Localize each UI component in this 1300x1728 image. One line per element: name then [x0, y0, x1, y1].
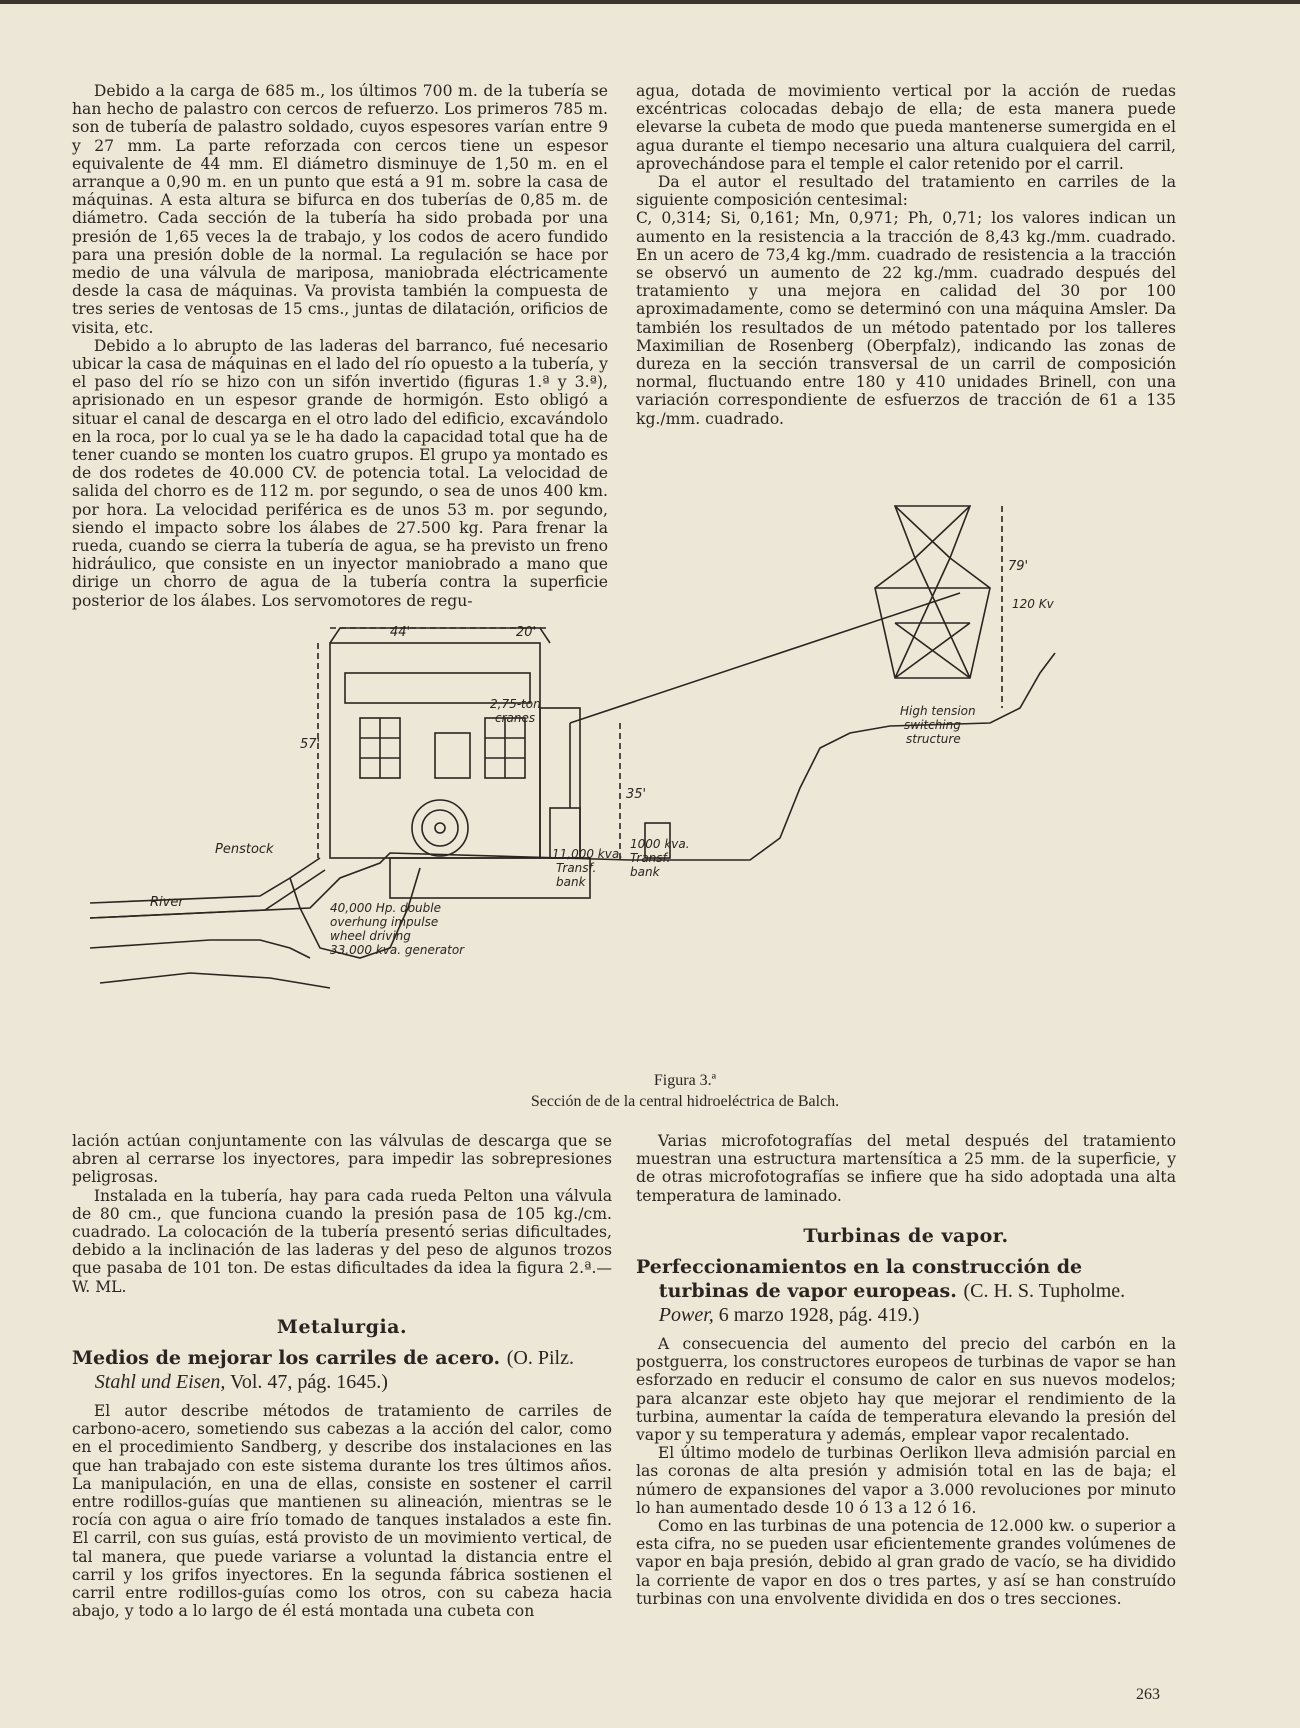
label-voltage: 120 Kv	[1012, 597, 1054, 611]
power-station-section-drawing	[90, 478, 1180, 1060]
label-dim-79: 79'	[1008, 559, 1029, 574]
figure-3-diagram	[90, 478, 1180, 1060]
paragraph: Como en las turbinas de una potencia de 12.000 kw. o superior a esta cifra, no se pueden usar eficientemente grandes volúmenes de vapor en baja presión, debido al gran grado de vacío, se ha dividido la corriente de vapor en dos o tres partes, y así se han construído turbinas con una envolvente dividida en dos o tres secciones.	[636, 1517, 1176, 1608]
text-column-top-right	[636, 82, 1176, 428]
label-hts-3: structure	[906, 732, 961, 746]
top-border	[0, 0, 1300, 4]
label-river: River	[150, 895, 184, 910]
label-generator-4: 33,000 kva. generator	[330, 943, 465, 957]
text-column-bottom-right	[636, 1132, 1176, 1608]
window-2	[435, 733, 470, 778]
pelton-wheel	[412, 800, 468, 856]
annex-building	[540, 708, 580, 858]
paragraph: Debido a la carga de 685 m., los últimos 700 m. de la tubería se han hecho de palastro con cercos de refuerzo. Los primeros 785 m. son de tubería de palastro soldado, cuyos espesores varían entre 9 y 27 mm. La parte reforzada con cercos tiene un espesor equivalente de 44 mm. El diámetro disminuye de 1,50 m. en el arranque a 0,90 m. en un punto que está a 91 m. sobre la casa de máquinas. A esta altura se bifurca en dos tuberías de 0,85 m. de diámetro. Cada sección de la tubería ha sido probada por una presión de 1,65 veces la de trabajo, y los codos de acero fundido para una presión doble de la normal. La regulación se hace por medio de una válvula de mariposa, maniobrada eléctricamente desde la casa de máquinas. Va provista también la compuesta de tres series de ventosas de 15 cms., juntas de dilatación, orificios de visita, etc.	[72, 82, 608, 337]
paragraph: Instalada en la tubería, hay para cada rueda Pelton una válvula de 80 cm., que funciona cuando la presión pasa de 105 kg./cm. cuadrado. La colocación de la tubería presentó serias dificultades, debido a la inclinación de las laderas y del peso de algunos trozos que pasaba de 101 ton. De estas dificultades da idea la figura 2.ª.—W. ML.	[72, 1186, 612, 1296]
paragraph: C, 0,314; Si, 0,161; Mn, 0,971; Ph, 0,71; los valores indican un aumento en la resistencia a la tracción de 8,43 kg./mm. cuadrado. En un acero de 73,4 kg./mm. cuadrado de resistencia a la tracción se observó un aumento de 22 kg./mm. cuadrado después del tratamiento y una mejora en calidad del 30 por 100 aproximadamente, como se determinó con una máquina Amsler. Da también los resultados de un método patentado por los talleres Maximilian de Rosenberg (Oberpfalz), indicando las zonas de dureza en la sección transversal de un carril de composición normal, fluctuando entre 180 y 410 unidades Brinell, con una variación correspondiente de esfuerzos de tracción de 61 a 135 kg./mm. cuadrado.	[636, 209, 1176, 428]
article-author: (O. Pilz.	[506, 1347, 574, 1370]
label-hts-2: switching	[904, 718, 961, 732]
article-reference: 6 marzo 1928, pág. 419.)	[718, 1304, 920, 1327]
label-generator-3: wheel driving	[330, 929, 411, 943]
article-heading	[636, 1255, 1176, 1327]
article-reference: Vol. 47, pág. 1645.)	[229, 1371, 388, 1394]
label-dim-20: 20'	[516, 625, 537, 640]
paragraph: agua, dotada de movimiento vertical por la acción de ruedas excéntricas colocadas debajo de ella; de esta manera puede elevarse la cubeta de modo que pueda mantenerse sumergida en el agua durante el tiempo necesario una altura cualquiera del carril, aprovechándose para el temple el calor retenido por el carril.	[636, 82, 1176, 173]
label-cranes-1: 2,75-ton	[490, 697, 541, 711]
figure-title: Sección de de la central hidroeléctrica de Balch.	[530, 1093, 840, 1110]
figure-caption	[380, 1070, 990, 1112]
article-heading	[72, 1346, 612, 1394]
label-dim-35: 35'	[626, 787, 647, 802]
label-hts-1: High tension	[900, 704, 976, 718]
label-transformer-2-a: 1000 kva.	[630, 837, 690, 851]
label-generator-1: 40,000 Hp. double	[330, 901, 441, 915]
transmission-tower	[875, 506, 990, 678]
section-heading-turbinas: Turbinas de vapor.	[803, 1224, 1009, 1247]
paragraph: Da el autor el resultado del tratamiento en carriles de la siguiente composición centesimal:	[636, 173, 1176, 210]
figure-number: Figura 3.ª	[653, 1072, 717, 1089]
label-generator-2: overhung impulse	[330, 915, 439, 929]
section-heading-metalurgia: Metalurgia.	[276, 1315, 408, 1338]
label-cranes-2: cranes	[495, 711, 536, 725]
label-penstock: Penstock	[215, 842, 274, 857]
label-dim-57: 57'	[300, 737, 321, 752]
article-title: Perfeccionamientos en la construcción de turbinas de vapor europeas.	[636, 1256, 1083, 1303]
river-bed	[100, 973, 330, 988]
page-number: 263	[1136, 1686, 1160, 1703]
label-transformer-2-c: bank	[630, 865, 660, 879]
paragraph: A consecuencia del aumento del precio del carbón en la postguerra, los constructores europeos de turbinas de vapor se han esforzado en reducir el consumo de calor en sus nuevos modelos; para alcanzar este objeto hay que mejorar el rendimiento de la turbina, aumentar la caída de temperatura elevando la presión del vapor y su temperatura y además, emplear vapor recalentado.	[636, 1335, 1176, 1445]
river-bank	[90, 940, 310, 958]
label-transformer-1-a: 11,000 kva.	[552, 847, 624, 861]
article-title: Medios de mejorar los carriles de acero.	[72, 1347, 501, 1370]
article-journal: Stahl und Eisen,	[94, 1371, 226, 1394]
paragraph: El último modelo de turbinas Oerlikon lleva admisión parcial en las coronas de alta presión y admisión total en las de baja; el número de expansiones del vapor a 3.000 revoluciones por minuto lo han aumentado desde 10 ó 13 a 12 ó 16.	[636, 1444, 1176, 1517]
label-transformer-1-b: Transf.	[556, 861, 597, 875]
article-author: (C. H. S. Tupholme.	[963, 1280, 1126, 1303]
text-column-bottom-left	[72, 1132, 612, 1620]
article-journal: Power,	[658, 1304, 714, 1327]
label-transformer-1-c: bank	[556, 875, 586, 889]
label-dim-44: 44'	[390, 625, 411, 640]
label-transformer-2-b: Transf.	[630, 851, 671, 865]
paragraph: El autor describe métodos de tratamiento de carriles de carbono-acero, sometiendo sus cabezas a la acción del calor, como en el procedimiento Sandberg, y describe dos instalaciones en las que han trabajado con este sistema durante los tres últimos años. La manipulación, en una de ellas, consiste en sostener el carril entre rodillos-guías que mantienen su alineación, mientras se le rocía con agua o aire frío tomado de tanques instalados a este fin. El carril, con sus guías, está provisto de un movimiento vertical, de tal manera, que puede variarse a voluntad la distancia entre el carril y los grifos inyectores. En la segunda fábrica sostienen el carril entre rodillos-guías como los otros, con su cabeza hacia abajo, y todo a lo largo de él está montada una cubeta con	[72, 1402, 612, 1621]
paragraph: lación actúan conjuntamente con las válvulas de descarga que se abren al cerrarse los inyectores, para impedir las sobrepresiones peligrosas.	[72, 1132, 612, 1187]
paragraph: Varias microfotografías del metal después del tratamiento muestran una estructura martensítica a 25 mm. de la superficie, y de otras microfotografías se infiere que ha sido adoptada una alta temperatura de laminado.	[636, 1132, 1176, 1205]
paragraph: Debido a lo abrupto de las laderas del barranco, fué necesario ubicar la casa de máquinas en el lado del río opuesto a la tubería, y el paso del río se hizo con un sifón invertido (figuras 1.ª y 3.ª), aprisionado en un espesor grande de hormigón. Esto obligó a situar el canal de descarga en el otro lado del edificio, excavándolo en la roca, por lo cual ya se le ha dado la capacidad total que ha de tener cuando se monten los cuatro grupos. El grupo ya montado es de dos rodetes de 40.000 CV. de potencia total. La velocidad de salida del chorro es de 112 m. por segundo, o sea de unos 400 km. por hora. La velocidad periférica es de unos 53 m. por segundo, siendo el impacto sobre los álabes de 27.500 kg. Para frenar la rueda, cuando se cierra la tubería de agua, se ha previsto un freno hidráulico, que consiste en un inyector maniobrado a mano que dirige un chorro de agua de la tubería contra la superficie posterior de los álabes. Los servomotores de regu-	[72, 336, 608, 610]
penstock-pipe-lower	[90, 870, 325, 918]
